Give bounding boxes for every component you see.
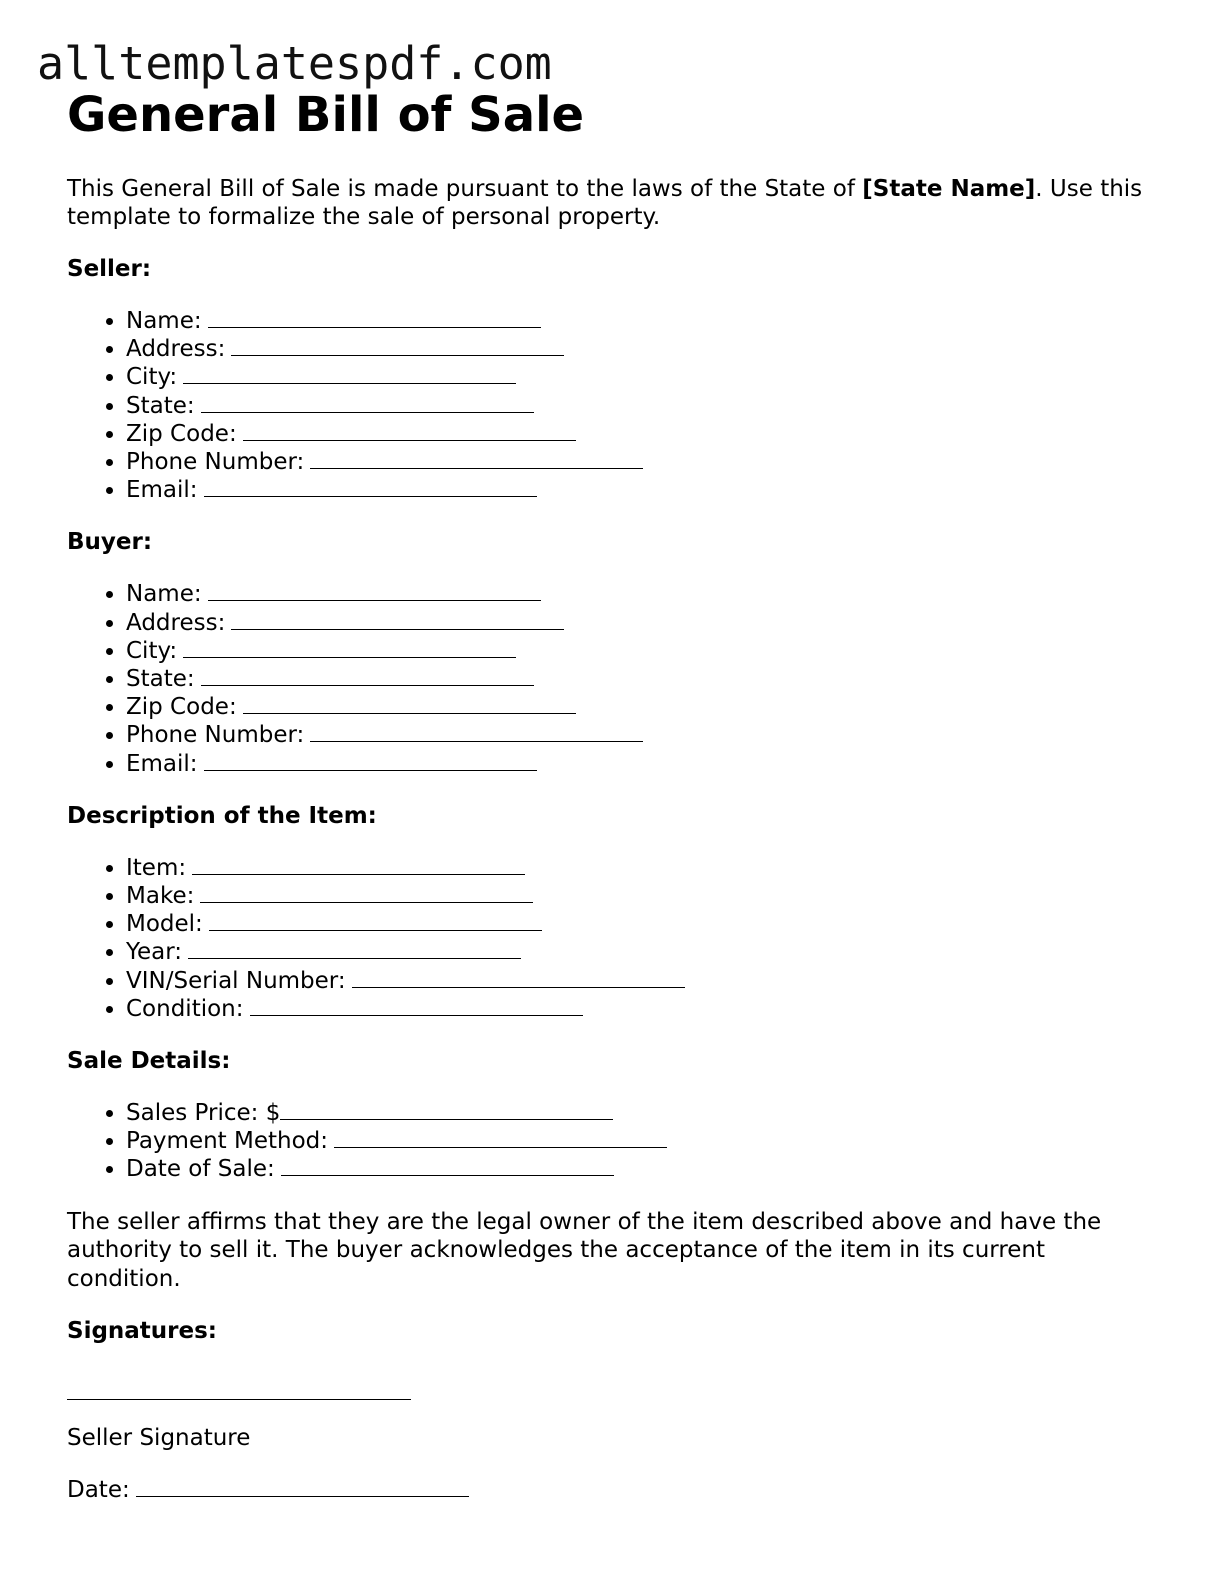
field-label: City:	[126, 637, 178, 664]
blank-line[interactable]	[352, 967, 685, 988]
signature-date-field	[67, 1476, 1167, 1504]
field-label: Make:	[126, 883, 195, 910]
intro-text-start: This General Bill of Sale is made pursuant to the laws of the State of	[67, 176, 863, 202]
blank-line[interactable]	[201, 392, 534, 413]
blank-line[interactable]	[183, 363, 516, 384]
seller-fields	[67, 307, 1167, 504]
blank-line[interactable]	[243, 420, 576, 441]
field-label: Year:	[126, 939, 183, 966]
field-label: VIN/Serial Number:	[126, 967, 346, 994]
condition-field	[126, 995, 1167, 1023]
item-fields	[67, 854, 1167, 1023]
item-field	[126, 854, 1167, 882]
year-field	[126, 938, 1167, 966]
blank-line[interactable]	[183, 637, 516, 658]
seller-city-field	[126, 363, 1167, 391]
seller-signature-line[interactable]	[67, 1379, 411, 1400]
blank-line[interactable]	[281, 1155, 614, 1176]
field-label: Name:	[126, 581, 202, 608]
field-label: Name:	[126, 308, 202, 334]
blank-line[interactable]	[310, 721, 643, 742]
blank-line[interactable]	[243, 693, 576, 714]
field-label: Email:	[126, 477, 198, 504]
blank-line[interactable]	[136, 1476, 469, 1497]
blank-line[interactable]	[208, 307, 541, 328]
field-label: Phone Number:	[126, 722, 305, 749]
buyer-state-field	[126, 665, 1167, 693]
field-label: Condition:	[126, 995, 244, 1022]
signatures-heading: Signatures:	[67, 1318, 218, 1345]
blank-line[interactable]	[204, 476, 537, 497]
field-label: Payment Method:	[126, 1128, 329, 1155]
state-name-placeholder: [State Name]	[862, 176, 1036, 202]
field-label: Date of Sale:	[126, 1156, 275, 1183]
field-label: Sales Price: $	[126, 1100, 281, 1127]
make-field	[126, 882, 1167, 910]
blank-line[interactable]	[250, 995, 583, 1016]
field-label: Zip Code:	[126, 420, 237, 447]
seller-state-field	[126, 392, 1167, 420]
seller-heading: Seller:	[67, 256, 152, 282]
intro-text-end: . Use this template to formalize the sale of personal property.	[67, 176, 1143, 230]
affirmation-paragraph: The seller affirms that they are the legal owner of the item described above and have the authority to sell it. The buyer acknowledges the acceptance of the item in its current condition.	[67, 1208, 1102, 1292]
model-field	[126, 910, 1167, 938]
blank-line[interactable]	[209, 910, 542, 931]
blank-line[interactable]	[231, 335, 564, 356]
blank-line[interactable]	[188, 938, 521, 959]
document-body	[67, 86, 1167, 1504]
item-heading: Description of the Item:	[67, 802, 377, 829]
blank-line[interactable]	[208, 580, 541, 601]
buyer-heading: Buyer:	[67, 529, 153, 556]
blank-line[interactable]	[231, 609, 564, 630]
blank-line[interactable]	[310, 448, 643, 469]
sale-details-heading: Sale Details:	[67, 1048, 231, 1075]
buyer-name-field	[126, 580, 1167, 608]
seller-phone-field	[126, 448, 1167, 476]
blank-line[interactable]	[192, 854, 525, 875]
seller-zip-field	[126, 420, 1167, 448]
buyer-email-field	[126, 750, 1167, 778]
seller-email-field	[126, 476, 1167, 504]
field-label: Address:	[126, 336, 226, 363]
vin-serial-field	[126, 967, 1167, 995]
blank-line[interactable]	[280, 1099, 613, 1120]
buyer-fields	[67, 580, 1167, 777]
buyer-phone-field	[126, 721, 1167, 749]
buyer-address-field	[126, 609, 1167, 637]
seller-signature-label: Seller Signature	[67, 1425, 251, 1452]
document-title: General Bill of Sale	[67, 87, 585, 143]
sale-fields	[67, 1099, 1167, 1184]
field-label: Model:	[126, 911, 203, 938]
buyer-city-field	[126, 637, 1167, 665]
payment-method-field	[126, 1127, 1167, 1155]
sales-price-field	[126, 1099, 1167, 1127]
blank-line[interactable]	[200, 882, 533, 903]
seller-address-field	[126, 335, 1167, 363]
blank-line[interactable]	[201, 665, 534, 686]
blank-line[interactable]	[204, 750, 537, 771]
seller-name-field	[126, 307, 1167, 335]
field-label: City:	[126, 364, 178, 391]
field-label: Email:	[126, 750, 198, 777]
field-label: Phone Number:	[126, 449, 305, 476]
field-label: Address:	[126, 609, 226, 636]
date-of-sale-field	[126, 1155, 1167, 1183]
field-label: Item:	[126, 854, 187, 881]
watermark: alltemplatespdf.com	[37, 37, 552, 90]
field-label: State:	[126, 666, 195, 693]
field-label: Date:	[67, 1477, 130, 1504]
buyer-zip-field	[126, 693, 1167, 721]
intro-paragraph	[67, 175, 1157, 231]
blank-line[interactable]	[334, 1127, 667, 1148]
field-label: State:	[126, 392, 195, 419]
field-label: Zip Code:	[126, 694, 237, 721]
